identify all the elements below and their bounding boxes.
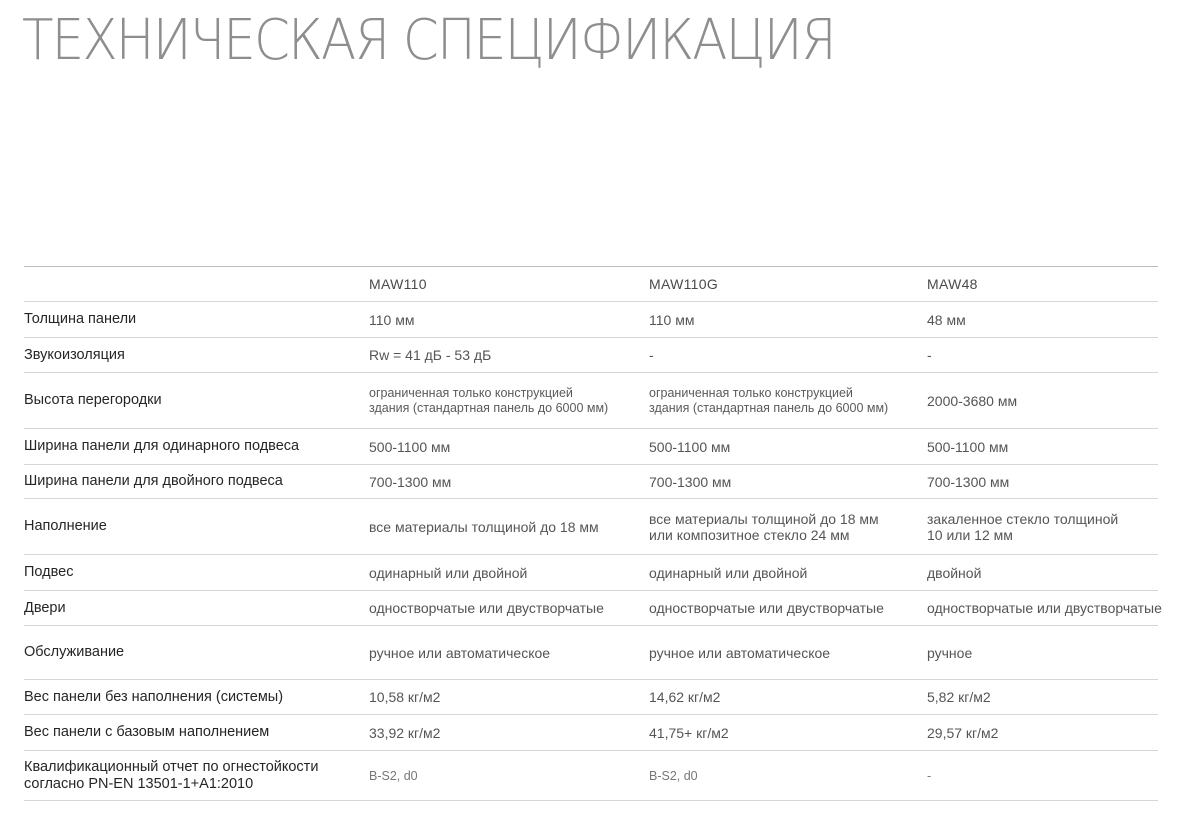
value-cell: 500-1100 мм bbox=[369, 429, 649, 465]
table-row bbox=[24, 373, 1158, 429]
value-cell: все материалы толщиной до 18 мм или композитное стекло 24 мм bbox=[649, 499, 927, 555]
table-row bbox=[24, 338, 1158, 373]
value-cell: ручное bbox=[927, 626, 1158, 680]
value-cell: 700-1300 мм bbox=[927, 465, 1158, 499]
row-label: Вес панели без наполнения (системы) bbox=[24, 680, 369, 715]
row-label: Наполнение bbox=[24, 499, 369, 555]
table-row bbox=[24, 555, 1158, 591]
row-label: Подвес bbox=[24, 555, 369, 591]
value-cell: Rw = 41 дБ - 53 дБ bbox=[369, 338, 649, 373]
value-cell: 2000-3680 мм bbox=[927, 373, 1158, 429]
value-cell: 500-1100 мм bbox=[649, 429, 927, 465]
column-header-maw48: MAW48 bbox=[927, 267, 1158, 302]
table-row bbox=[24, 465, 1158, 499]
value-cell: 33,92 кг/м2 bbox=[369, 715, 649, 751]
value-cell: - bbox=[927, 338, 1158, 373]
row-label: Звукоизоляция bbox=[24, 338, 369, 373]
value-cell: B-S2, d0 bbox=[649, 751, 927, 801]
row-label: Высота перегородки bbox=[24, 373, 369, 429]
value-cell: 29,57 кг/м2 bbox=[927, 715, 1158, 751]
row-label: Толщина панели bbox=[24, 302, 369, 338]
table-row bbox=[24, 715, 1158, 751]
value-cell: ручное или автоматическое bbox=[369, 626, 649, 680]
value-cell: одностворчатые или двустворчатые bbox=[649, 591, 927, 626]
value-cell: - bbox=[649, 338, 927, 373]
row-label: Ширина панели для одинарного подвеса bbox=[24, 429, 369, 465]
row-label: Обслуживание bbox=[24, 626, 369, 680]
value-cell: закаленное стекло толщиной 10 или 12 мм bbox=[927, 499, 1158, 555]
page-title: ТЕХНИЧЕСКАЯ СПЕЦИФИКАЦИЯ bbox=[22, 8, 835, 73]
table-row bbox=[24, 626, 1158, 680]
table-row bbox=[24, 499, 1158, 555]
spec-table bbox=[24, 266, 1162, 801]
value-cell: 700-1300 мм bbox=[649, 465, 927, 499]
value-cell: одинарный или двойной bbox=[369, 555, 649, 591]
row-label: Квалификационный отчет по огнестойкости согласно PN-EN 13501-1+A1:2010 bbox=[24, 751, 369, 801]
table-row bbox=[24, 680, 1158, 715]
value-cell: ограниченная только конструкцией здания (стандартная панель до 6000 мм) bbox=[649, 373, 927, 429]
value-cell: 14,62 кг/м2 bbox=[649, 680, 927, 715]
value-cell: 110 мм bbox=[369, 302, 649, 338]
column-header-maw110: MAW110 bbox=[369, 267, 649, 302]
table-row bbox=[24, 591, 1158, 626]
value-cell: 5,82 кг/м2 bbox=[927, 680, 1158, 715]
row-label: Двери bbox=[24, 591, 369, 626]
header-label-cell bbox=[24, 267, 369, 302]
table-row bbox=[24, 302, 1158, 338]
value-cell: 10,58 кг/м2 bbox=[369, 680, 649, 715]
row-label: Вес панели с базовым наполнением bbox=[24, 715, 369, 751]
table-header-row bbox=[24, 267, 1158, 302]
value-cell: двойной bbox=[927, 555, 1158, 591]
value-cell: 700-1300 мм bbox=[369, 465, 649, 499]
value-cell: 41,75+ кг/м2 bbox=[649, 715, 927, 751]
value-cell: - bbox=[927, 751, 1158, 801]
value-cell: 110 мм bbox=[649, 302, 927, 338]
value-cell: одностворчатые или двустворчатые bbox=[927, 591, 1158, 626]
value-cell: ограниченная только конструкцией здания (стандартная панель до 6000 мм) bbox=[369, 373, 649, 429]
value-cell: все материалы толщиной до 18 мм bbox=[369, 499, 649, 555]
value-cell: 48 мм bbox=[927, 302, 1158, 338]
row-label: Ширина панели для двойного подвеса bbox=[24, 465, 369, 499]
column-header-maw110g: MAW110G bbox=[649, 267, 927, 302]
value-cell: B-S2, d0 bbox=[369, 751, 649, 801]
value-cell: 500-1100 мм bbox=[927, 429, 1158, 465]
value-cell: одинарный или двойной bbox=[649, 555, 927, 591]
table-row bbox=[24, 429, 1158, 465]
value-cell: одностворчатые или двустворчатые bbox=[369, 591, 649, 626]
table-row bbox=[24, 751, 1158, 801]
value-cell: ручное или автоматическое bbox=[649, 626, 927, 680]
